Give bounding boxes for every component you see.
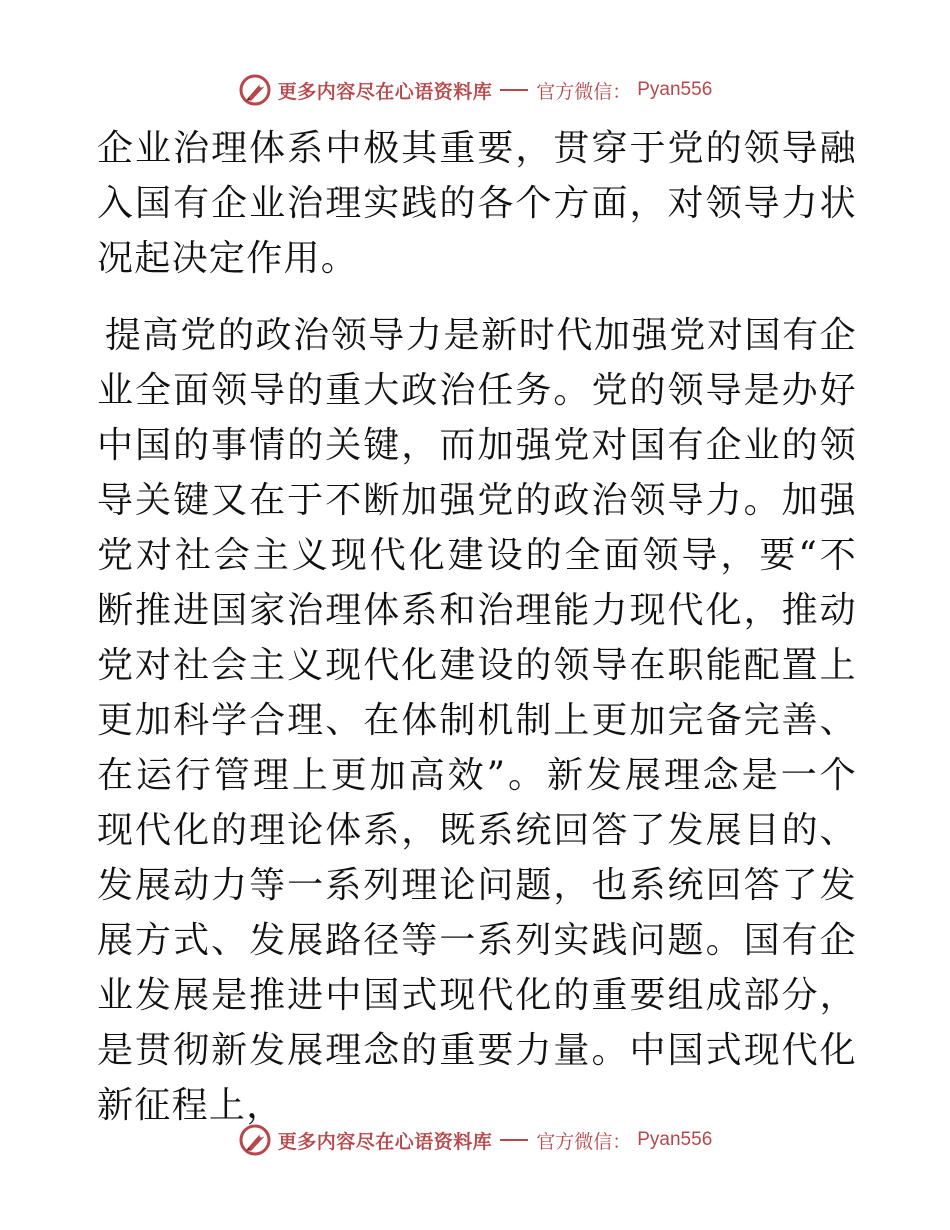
footer-wechat-id: Pyan556 xyxy=(637,1129,713,1150)
fountain-pen-logo-icon xyxy=(238,1123,272,1157)
fountain-pen-logo-icon xyxy=(238,73,272,107)
footer-wechat-label: 官方微信： xyxy=(536,1130,632,1153)
paragraph-2: 提高党的政治领导力是新时代加强党对国有企业全面领导的重大政治任务。党的领导是办好中国的事情的关键，而加强党对国有企业的领导关键又在于不断加强党的政治领导力。加强党对社会主义现代化建设的全面领导，要“不断推进国家治理体系和治理能力现代化，推动党对社会主义现代化建设的领导在职能配置上更加科学合理、在体制机制上更加完备完善、在运行管理上更加高效”。新发展理念是一个现代化的理论体系，既系统回答了发展目的、发展动力等一系列理论问题，也系统回答了发展方式、发展路径等一系列实践问题。国有企业发展是推进中国式现代化的重要组成部分，是贯彻新发展理念的重要力量。中国式现代化新征程上， xyxy=(97,315,857,1126)
header-site-text: 更多内容尽在心语资料库 xyxy=(277,80,493,103)
footer-banner xyxy=(0,1120,950,1160)
footer-separator xyxy=(500,1139,528,1141)
footer-site-text: 更多内容尽在心语资料库 xyxy=(277,1130,493,1153)
paragraph-1: 企业治理体系中极其重要，贯穿于党的领导融入国有企业治理实践的各个方面，对领导力状况起决定作用。 xyxy=(97,128,857,279)
header-separator xyxy=(500,89,528,91)
header-wechat-id: Pyan556 xyxy=(637,79,713,100)
header-wechat-label: 官方微信： xyxy=(536,80,632,103)
document-body xyxy=(97,121,857,1133)
header-banner xyxy=(0,70,950,110)
